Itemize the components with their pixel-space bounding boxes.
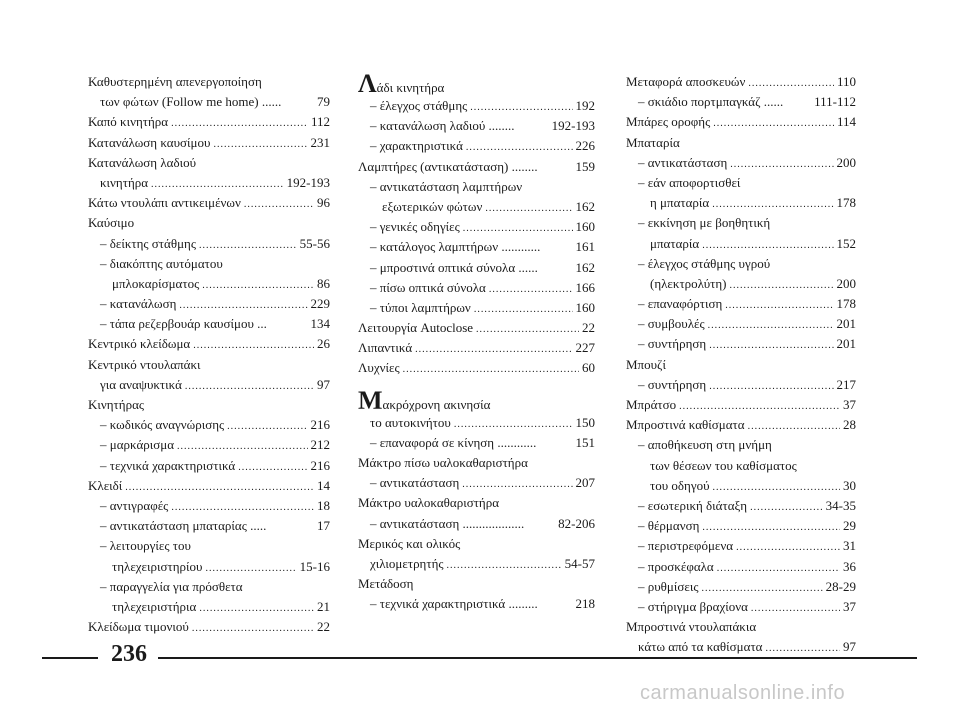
index-entry xyxy=(626,314,856,334)
entry-page-number: 216 xyxy=(310,457,330,473)
entry-text: – προσκέφαλα xyxy=(638,558,714,574)
entry-text: – εκκίνηση με βοηθητική xyxy=(638,215,771,231)
page-number: 236 xyxy=(111,641,147,667)
index-entry xyxy=(88,254,330,274)
entry-page-number: 17 xyxy=(317,518,330,534)
index-entry xyxy=(88,173,330,193)
entry-text: Καθυστερημένη απενεργοποίηση xyxy=(88,74,262,89)
entry-page-number: 82-206 xyxy=(558,515,595,531)
index-entry xyxy=(88,496,330,516)
index-entry xyxy=(88,597,330,617)
entry-text: Μεταφορά αποσκευών xyxy=(626,74,746,89)
dot-leader xyxy=(485,199,572,219)
section-heading-text: άδι κινητήρα xyxy=(376,80,445,95)
index-entry xyxy=(626,435,856,455)
entry-page-number: 201 xyxy=(836,336,856,352)
section-heading-text: ακρόχρονη ακινησία xyxy=(382,396,491,412)
index-entry xyxy=(358,197,595,217)
entry-text: Λυχνίες xyxy=(358,360,400,376)
dot-leader xyxy=(702,518,840,538)
dot-leader xyxy=(748,74,834,94)
index-entry xyxy=(626,375,856,395)
dot-leader xyxy=(193,336,314,356)
index-entry xyxy=(358,217,595,237)
index-entry xyxy=(358,554,595,574)
entry-text: – παραγγελία για πρόσθετα xyxy=(100,578,243,594)
entry-text: – κατάλογος λαμπτήρων ............ xyxy=(370,239,541,255)
index-entry xyxy=(88,112,330,132)
index-entry xyxy=(88,334,330,354)
index-entry xyxy=(358,358,595,378)
entry-page-number: 36 xyxy=(843,558,856,574)
entry-text: κινητήρα xyxy=(100,174,149,190)
index-column-1 xyxy=(88,72,330,637)
section-heading xyxy=(358,385,595,415)
entry-page-number: 152 xyxy=(836,235,856,251)
index-entry xyxy=(358,433,595,453)
entry-text: – συμβουλές xyxy=(638,316,705,332)
entry-page-number: 178 xyxy=(836,195,856,211)
index-entry xyxy=(358,413,595,433)
entry-text: Μερικός και ολικός xyxy=(358,535,461,551)
entry-page-number: 28 xyxy=(843,417,856,433)
index-entry xyxy=(626,516,856,536)
entry-page-number: 166 xyxy=(575,279,595,295)
index-entry xyxy=(358,258,595,278)
index-entry xyxy=(626,112,856,132)
dot-leader xyxy=(227,417,307,437)
entry-page-number: 22 xyxy=(317,619,330,635)
index-entry xyxy=(626,355,856,375)
entry-text: Μπροστινά ντουλαπάκια xyxy=(626,619,757,635)
entry-text: – επαναφόρτιση xyxy=(638,296,723,312)
entry-page-number: 218 xyxy=(575,596,595,612)
entry-text: – αντικατάσταση xyxy=(638,154,728,170)
entry-text: – εσωτερική διάταξη xyxy=(638,497,748,513)
entry-text: – τεχνικά χαρακτηριστικά xyxy=(100,457,236,473)
dot-leader xyxy=(708,316,834,336)
entry-text: – αποθήκευση στη μνήμη xyxy=(638,437,772,453)
dot-leader xyxy=(447,556,562,576)
entry-text: Λιπαντικά xyxy=(358,340,413,356)
entry-page-number: 14 xyxy=(317,477,330,493)
entry-text: Μπουζί xyxy=(626,356,666,372)
dot-leader xyxy=(713,478,840,498)
index-entry xyxy=(358,136,595,156)
entry-text: – θέρμανση xyxy=(638,518,700,534)
dot-leader xyxy=(474,300,573,320)
index-entry xyxy=(358,157,595,177)
entry-text: Κατανάλωση καυσίμου xyxy=(88,134,211,150)
entry-page-number: 178 xyxy=(836,296,856,312)
entry-text: – γενικές οδηγίες xyxy=(370,219,460,235)
dot-leader xyxy=(463,219,573,239)
entry-page-number: 227 xyxy=(575,340,595,356)
entry-text: Κλειδί xyxy=(88,477,123,493)
entry-page-number: 160 xyxy=(575,299,595,315)
entry-page-number: 97 xyxy=(317,376,330,392)
entry-text: Μπαταρία xyxy=(626,134,680,150)
dot-leader xyxy=(205,559,296,579)
index-entry xyxy=(358,534,595,554)
index-entry xyxy=(626,395,856,415)
entry-text: (ηλεκτρολύτη) xyxy=(650,275,727,291)
entry-text: για αναψυκτικά xyxy=(100,376,182,392)
entry-page-number: 37 xyxy=(843,598,856,614)
dot-leader xyxy=(171,114,308,134)
index-entry xyxy=(626,254,856,274)
index-entry xyxy=(626,597,856,617)
dot-leader xyxy=(750,498,823,518)
entry-page-number: 112 xyxy=(310,114,330,130)
entry-page-number: 217 xyxy=(836,376,856,392)
entry-page-number: 212 xyxy=(310,437,330,453)
entry-text: – συντήρηση xyxy=(638,376,707,392)
dot-leader xyxy=(709,377,833,397)
dot-leader xyxy=(709,336,833,356)
index-entry xyxy=(88,355,330,375)
index-entry xyxy=(358,594,595,614)
entry-text: κάτω από τα καθίσματα xyxy=(638,639,763,655)
entry-text: Κάτω ντουλάπι αντικειμένων xyxy=(88,195,241,211)
dot-leader xyxy=(185,377,314,397)
entry-text: Λειτουργία Autoclose xyxy=(358,320,474,336)
dot-leader xyxy=(403,360,579,380)
index-entry xyxy=(88,314,330,334)
dot-leader xyxy=(192,619,314,639)
entry-text: Κλείδωμα τιμονιού xyxy=(88,619,189,635)
entry-page-number: 114 xyxy=(836,114,856,130)
index-entry xyxy=(358,116,595,136)
dot-leader xyxy=(238,458,307,478)
index-entry xyxy=(626,334,856,354)
index-entry xyxy=(358,177,595,197)
entry-page-number: 54-57 xyxy=(564,555,595,571)
index-entry xyxy=(626,153,856,173)
entry-page-number: 21 xyxy=(317,598,330,614)
entry-page-number: 226 xyxy=(575,138,595,154)
index-entry xyxy=(88,577,330,597)
entry-page-number: 192-193 xyxy=(286,174,330,190)
entry-text: – μαρκάρισμα xyxy=(100,437,175,453)
entry-page-number: 207 xyxy=(575,475,595,491)
watermark: carmanualsonline.info xyxy=(640,682,846,704)
index-column-2 xyxy=(358,69,595,615)
dot-leader xyxy=(199,236,297,256)
index-entry xyxy=(626,577,856,597)
index-entry xyxy=(358,338,595,358)
index-entry xyxy=(88,133,330,153)
entry-text: – αντικατάσταση ................... xyxy=(370,515,525,531)
entry-page-number: 97 xyxy=(843,639,856,655)
dot-leader xyxy=(702,236,833,256)
entry-text: το αυτοκινήτου xyxy=(370,414,451,430)
entry-text: – έλεγχος στάθμης xyxy=(370,98,468,113)
entry-text: μπαταρία xyxy=(650,235,700,251)
entry-text: μπλοκαρίσματος xyxy=(112,275,200,291)
entry-text: – δείκτης στάθμης xyxy=(100,235,196,251)
index-entry xyxy=(88,456,330,476)
entry-page-number: 192 xyxy=(575,98,595,113)
entry-text: – τάπα ρεζερβουάρ καυσίμου ... xyxy=(100,316,267,332)
dot-leader xyxy=(151,175,284,195)
dot-leader xyxy=(476,320,579,340)
entry-page-number: 29 xyxy=(843,518,856,534)
entry-text: Καύσιμο xyxy=(88,215,135,231)
section-heading xyxy=(358,69,595,98)
index-entry xyxy=(358,514,595,534)
index-entry xyxy=(88,557,330,577)
entry-page-number: 134 xyxy=(310,316,330,332)
entry-text: – σκιάδιο πορτμπαγκάζ ...... xyxy=(638,94,784,110)
index-entry xyxy=(88,72,330,92)
dot-leader xyxy=(462,475,572,495)
entry-page-number: 96 xyxy=(317,195,330,211)
entry-text: – τεχνικά χαρακτηριστικά ......... xyxy=(370,596,538,612)
entry-page-number: 26 xyxy=(317,336,330,352)
index-entry xyxy=(626,456,856,476)
entry-text: – αντικατάσταση xyxy=(370,475,460,491)
index-entry xyxy=(88,617,330,637)
index-entry xyxy=(626,173,856,193)
entry-text: – στήριγμα βραχίονα xyxy=(638,598,748,614)
dot-leader xyxy=(736,538,840,558)
index-entry xyxy=(88,92,330,112)
entry-page-number: 28-29 xyxy=(825,578,856,594)
entry-page-number: 22 xyxy=(582,320,595,336)
entry-text: Μάκτρο πίσω υαλοκαθαριστήρα xyxy=(358,455,528,470)
entry-page-number: 162 xyxy=(575,198,595,214)
index-entry xyxy=(358,96,595,116)
entry-text: Μπράτσο xyxy=(626,397,677,412)
index-entry xyxy=(626,234,856,254)
entry-text: – διακόπτης αυτόματου xyxy=(100,255,223,271)
entry-text: – πίσω οπτικά σύνολα xyxy=(370,279,486,295)
index-entry xyxy=(626,536,856,556)
section-letter: Μ xyxy=(358,385,383,415)
index-entry xyxy=(358,453,595,473)
entry-text: – μπροστινά οπτικά σύνολα ...... xyxy=(370,259,538,275)
entry-page-number: 79 xyxy=(317,94,330,110)
entry-page-number: 86 xyxy=(317,275,330,291)
index-entry xyxy=(358,473,595,493)
entry-page-number: 150 xyxy=(575,414,595,430)
entry-text: του οδηγού xyxy=(650,477,710,493)
entry-text: – αντιγραφές xyxy=(100,497,169,513)
entry-text: Κεντρικό κλείδωμα xyxy=(88,336,191,352)
entry-page-number: 60 xyxy=(582,360,595,376)
entry-text: των φώτων (Follow me home) ...... xyxy=(100,94,282,110)
dot-leader xyxy=(415,340,572,360)
dot-leader xyxy=(454,415,573,435)
entry-text: – λειτουργίες του xyxy=(100,538,191,554)
dot-leader xyxy=(213,135,307,155)
entry-page-number: 231 xyxy=(310,134,330,150)
entry-text: τηλεχειριστηρίου xyxy=(112,558,203,574)
dot-leader xyxy=(466,138,573,158)
entry-text: – κωδικός αναγνώρισης xyxy=(100,417,225,433)
entry-text: – συντήρηση xyxy=(638,336,707,352)
entry-page-number: 37 xyxy=(843,397,856,412)
entry-text: – κατανάλωση xyxy=(100,296,177,312)
entry-page-number: 111-112 xyxy=(814,94,856,110)
dot-leader xyxy=(199,599,314,619)
index-entry xyxy=(88,153,330,173)
index-entry xyxy=(88,234,330,254)
dot-leader xyxy=(748,417,840,437)
index-entry xyxy=(358,574,595,594)
dot-leader xyxy=(470,98,572,118)
index-entry xyxy=(88,536,330,556)
dot-leader xyxy=(244,195,314,215)
dot-leader xyxy=(171,498,314,518)
entry-page-number: 55-56 xyxy=(299,235,330,251)
entry-page-number: 15-16 xyxy=(299,558,330,574)
dot-leader xyxy=(717,559,840,579)
index-entry xyxy=(88,274,330,294)
index-entry xyxy=(88,415,330,435)
index-entry xyxy=(358,493,595,513)
dot-leader xyxy=(489,280,573,300)
entry-text: Κατανάλωση λαδιού xyxy=(88,154,197,170)
dot-leader xyxy=(725,296,833,316)
entry-page-number: 110 xyxy=(836,74,856,89)
entry-page-number: 200 xyxy=(836,275,856,291)
dot-leader xyxy=(730,276,834,296)
dot-leader xyxy=(713,114,834,134)
index-entry xyxy=(358,278,595,298)
entry-text: – τύποι λαμπτήρων xyxy=(370,299,471,315)
index-entry xyxy=(88,476,330,496)
index-entry xyxy=(626,294,856,314)
index-entry xyxy=(358,298,595,318)
entry-text: – περιστρεφόμενα xyxy=(638,538,734,554)
entry-text: – επαναφορά σε κίνηση ............ xyxy=(370,434,537,450)
entry-text: Κεντρικό ντουλαπάκι xyxy=(88,356,201,372)
entry-text: Λαμπτήρες (αντικατάσταση) ........ xyxy=(358,158,538,174)
index-entry xyxy=(88,395,330,415)
entry-text: – αντικατάσταση λαμπτήρων xyxy=(370,178,523,194)
index-entry xyxy=(88,516,330,536)
entry-text: Μπάρες οροφής xyxy=(626,114,711,130)
entry-text: η μπαταρία xyxy=(650,195,710,211)
entry-text: Μετάδοση xyxy=(358,576,414,592)
entry-text: τηλεχειριστήρια xyxy=(112,598,197,614)
index-entry xyxy=(626,72,856,92)
index-entry xyxy=(626,476,856,496)
entry-page-number: 192-193 xyxy=(551,118,595,134)
section-letter: Λ xyxy=(358,69,377,98)
entry-text: χιλιομετρητής xyxy=(370,555,444,571)
index-entry xyxy=(88,294,330,314)
index-entry xyxy=(88,193,330,213)
entry-text: Μπροστινά καθίσματα xyxy=(626,417,745,433)
index-entry xyxy=(88,375,330,395)
entry-page-number: 216 xyxy=(310,417,330,433)
index-entry xyxy=(626,92,856,112)
footer-rule-right xyxy=(158,657,917,659)
entry-page-number: 229 xyxy=(310,296,330,312)
entry-text: – χαρακτηριστικά xyxy=(370,138,463,154)
index-entry xyxy=(626,274,856,294)
entry-text: – έλεγχος στάθμης υγρού xyxy=(638,255,771,271)
entry-page-number: 162 xyxy=(575,259,595,275)
entry-text: Κινητήρας xyxy=(88,397,145,412)
dot-leader xyxy=(730,155,833,175)
entry-page-number: 161 xyxy=(575,239,595,255)
index-entry xyxy=(626,557,856,577)
index-column-3 xyxy=(626,72,856,657)
entry-text: εξωτερικών φώτων xyxy=(382,198,483,214)
entry-text: – κατανάλωση λαδιού ........ xyxy=(370,118,515,134)
entry-text: Μάκτρο υαλοκαθαριστήρα xyxy=(358,495,500,511)
index-entry xyxy=(358,318,595,338)
dot-leader xyxy=(179,296,307,316)
entry-page-number: 31 xyxy=(843,538,856,554)
dot-leader xyxy=(202,276,314,296)
dot-leader xyxy=(751,599,840,619)
index-entry xyxy=(626,637,856,657)
index-entry xyxy=(626,213,856,233)
entry-text: των θέσεων του καθίσματος xyxy=(650,457,797,473)
entry-page-number: 159 xyxy=(575,158,595,174)
entry-page-number: 201 xyxy=(836,316,856,332)
index-entry xyxy=(626,496,856,516)
index-entry xyxy=(626,617,856,637)
entry-text: – αντικατάσταση μπαταρίας ..... xyxy=(100,518,267,534)
index-entry xyxy=(626,415,856,435)
entry-text: – ρυθμίσεις xyxy=(638,578,699,594)
dot-leader xyxy=(712,195,833,215)
entry-page-number: 160 xyxy=(575,219,595,235)
dot-leader xyxy=(125,478,314,498)
entry-text: Καπό κινητήρα xyxy=(88,114,169,130)
entry-page-number: 18 xyxy=(317,497,330,513)
index-entry xyxy=(88,435,330,455)
index-entry xyxy=(358,237,595,257)
index-entry xyxy=(626,193,856,213)
entry-page-number: 34-35 xyxy=(825,497,856,513)
index-entry xyxy=(626,133,856,153)
dot-leader xyxy=(177,437,307,457)
entry-page-number: 151 xyxy=(575,434,595,450)
dot-leader xyxy=(701,579,822,599)
entry-page-number: 30 xyxy=(843,477,856,493)
entry-page-number: 200 xyxy=(836,154,856,170)
entry-text: – εάν αποφορτισθεί xyxy=(638,174,741,190)
dot-leader xyxy=(679,397,840,417)
footer-rule-left xyxy=(42,657,98,659)
index-entry xyxy=(88,213,330,233)
